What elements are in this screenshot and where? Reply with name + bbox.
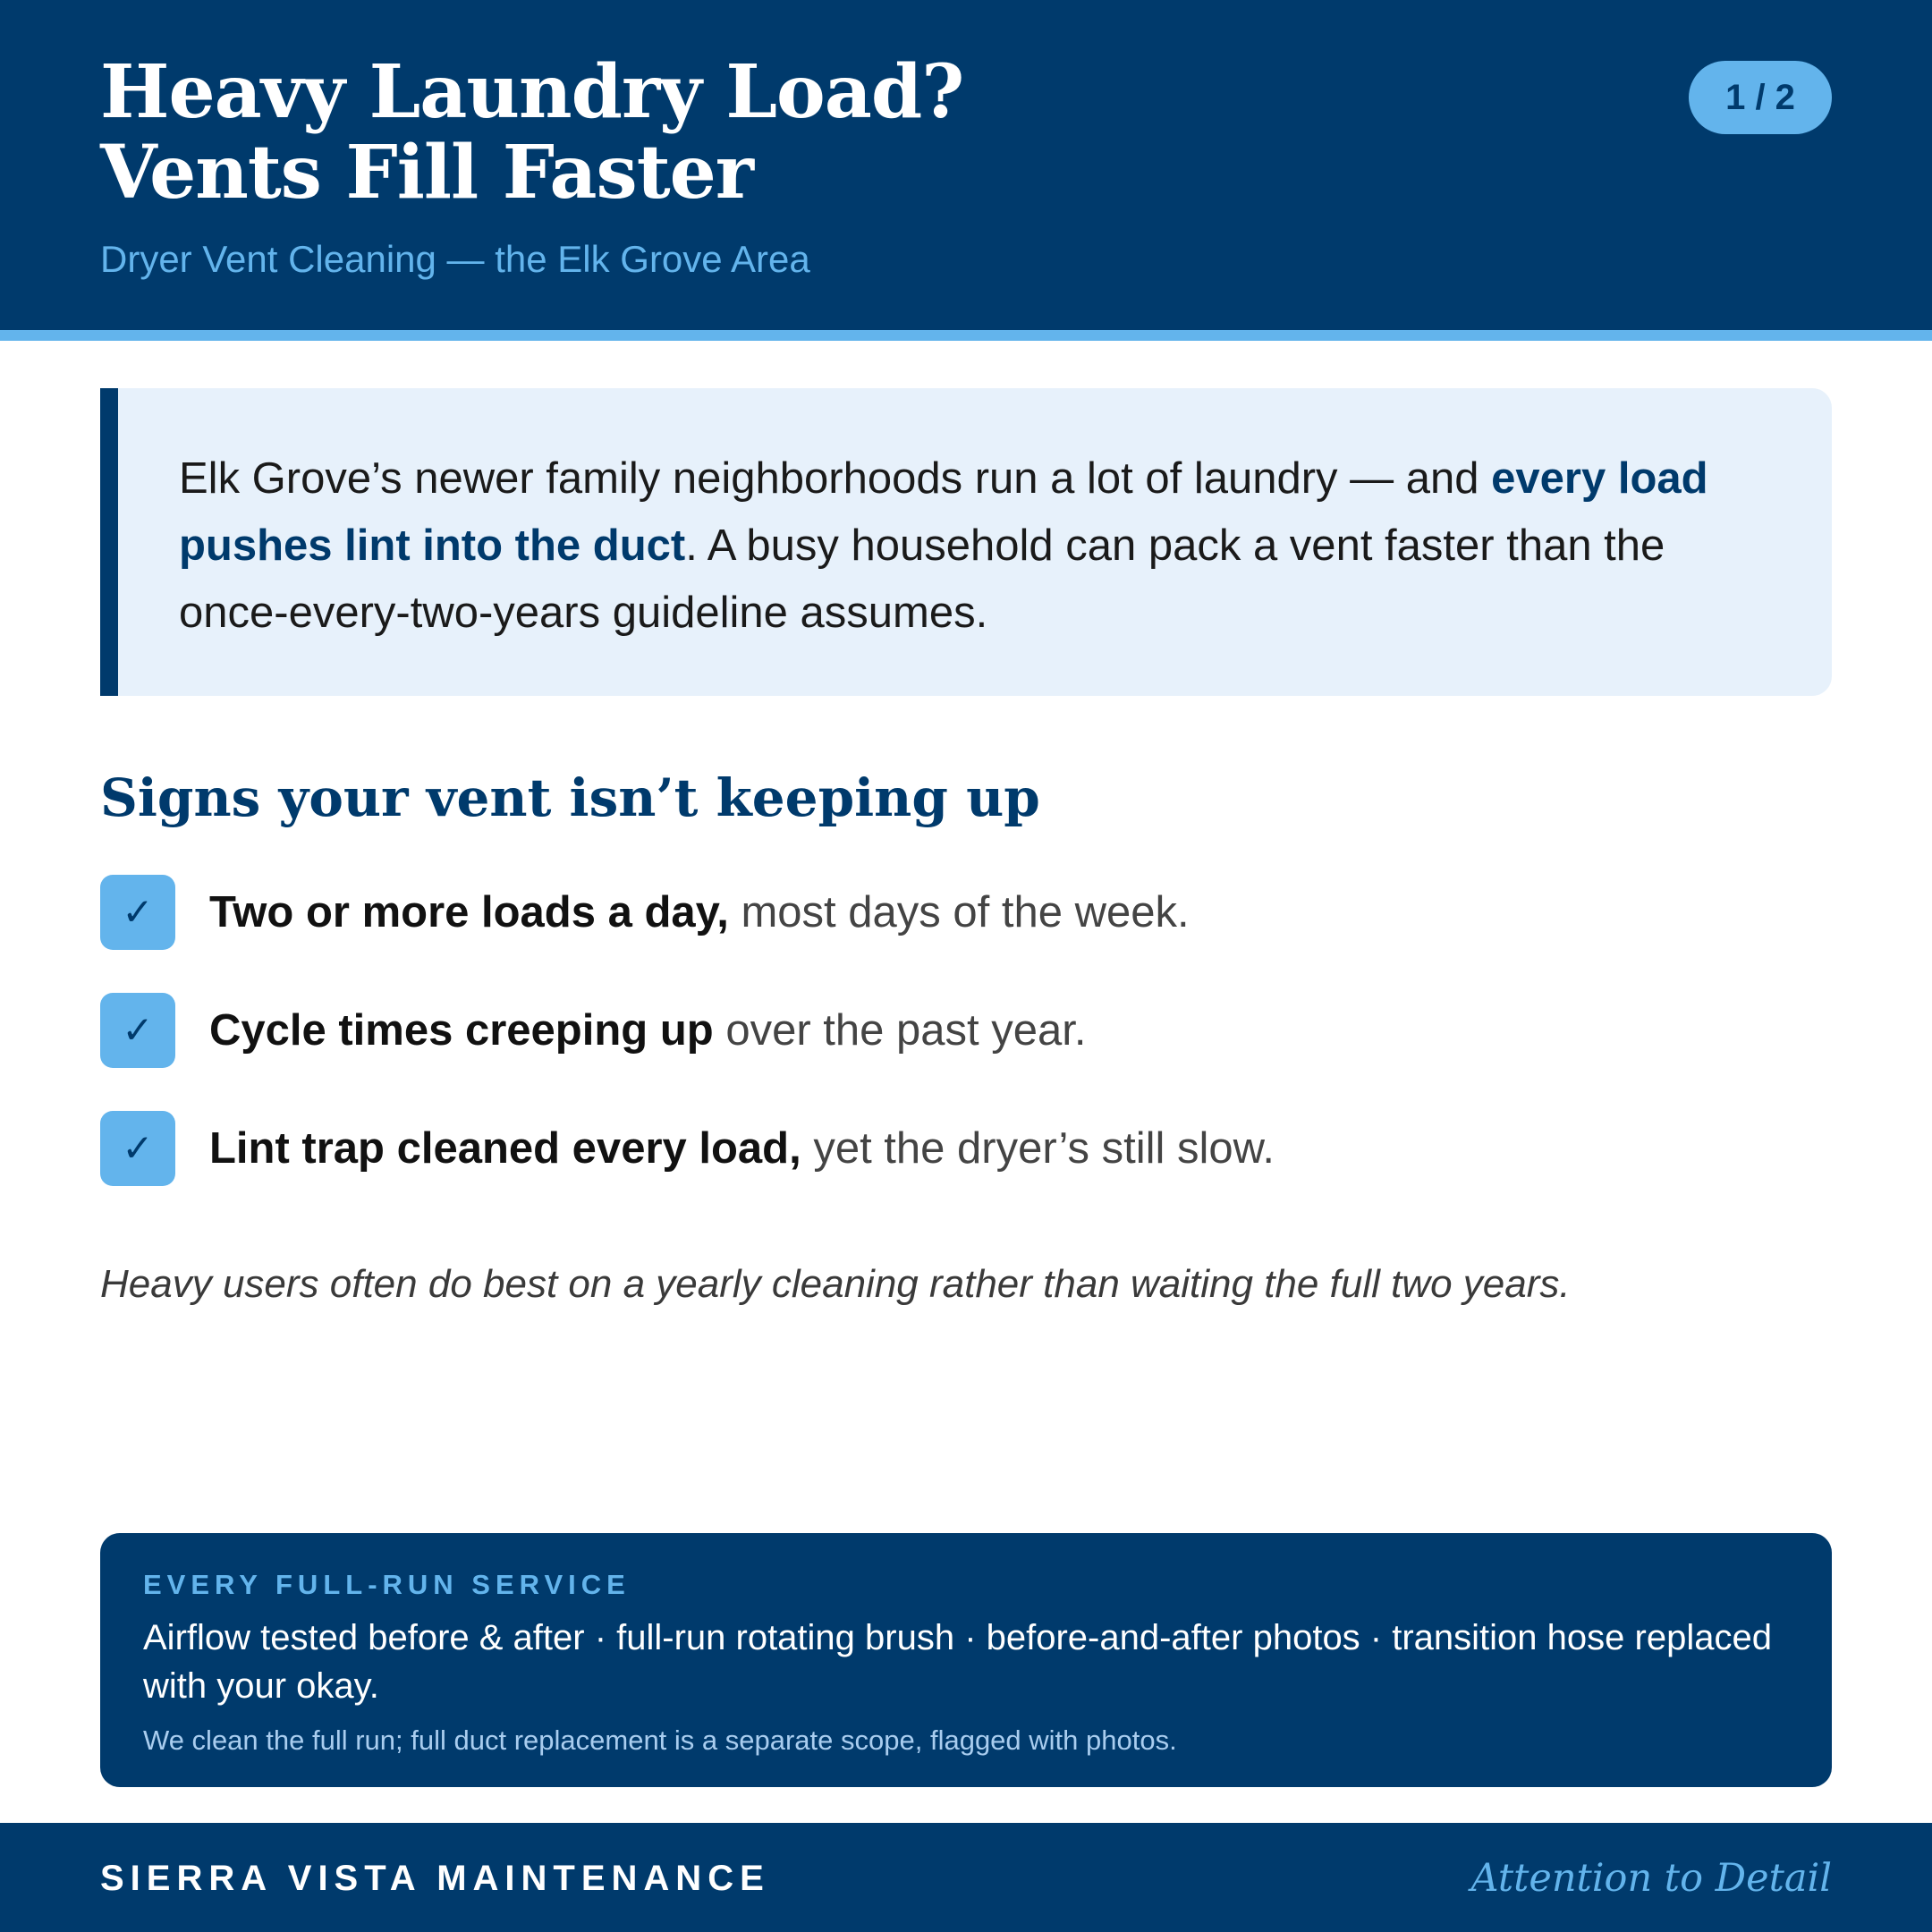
signs-heading: Signs your vent isn’t keeping up	[100, 767, 1040, 828]
sign-item-rest: most days of the week.	[728, 888, 1190, 936]
sign-item	[100, 875, 1835, 950]
sign-item-text	[209, 1111, 1275, 1186]
page-indicator-badge: 1 / 2	[1689, 61, 1832, 134]
footer-bar	[0, 1823, 1932, 1932]
callout-text-start: Elk Grove’s newer family neighborhoods run a lot of laundry — and	[179, 454, 1492, 503]
service-panel	[100, 1533, 1832, 1787]
checkmark-icon: ✓	[100, 875, 175, 950]
checkmark-icon: ✓	[100, 1111, 175, 1186]
yearly-cleaning-note: Heavy users often do best on a yearly cleaning rather than waiting the full two years.	[100, 1262, 1571, 1306]
sign-item-rest: yet the dryer’s still slow.	[801, 1124, 1275, 1173]
sign-item	[100, 1111, 1835, 1186]
header-banner	[0, 0, 1932, 330]
sign-item-rest: over the past year.	[713, 1006, 1087, 1055]
intro-callout	[100, 388, 1832, 696]
service-fine-print: We clean the full run; full duct replacement is a separate scope, flagged with photos.	[143, 1724, 1177, 1756]
sign-item-bold: Two or more loads a day,	[209, 888, 729, 936]
sign-item-text	[209, 993, 1086, 1068]
callout-text-end: . A busy household can pack a vent faster than the once-every-two-years guideline assumes.	[179, 521, 1665, 637]
service-description: Airflow tested before & after · full-run rotating brush · before-and-after photos · transition hose replaced with your okay.	[143, 1618, 1772, 1706]
page-title	[100, 49, 964, 216]
page-title-line-1: Heavy Laundry Load?	[100, 49, 964, 135]
page-title-line-2: Vents Fill Faster	[100, 130, 753, 216]
checkmark-icon: ✓	[100, 993, 175, 1068]
page-subtitle: Dryer Vent Cleaning — the Elk Grove Area	[100, 238, 810, 280]
callout-emphasis: every load pushes lint into the duct	[179, 454, 1708, 570]
header-accent-rule	[0, 330, 1932, 341]
service-label: EVERY FULL-RUN SERVICE	[143, 1569, 631, 1600]
sign-item-bold: Cycle times creeping up	[209, 1006, 714, 1055]
sign-item	[100, 993, 1835, 1068]
brand-tagline: Attention to Detail	[1470, 1856, 1832, 1901]
brand-name: SIERRA VISTA MAINTENANCE	[100, 1859, 770, 1898]
sign-item-text	[209, 875, 1190, 950]
sign-item-bold: Lint trap cleaned every load,	[209, 1124, 801, 1173]
